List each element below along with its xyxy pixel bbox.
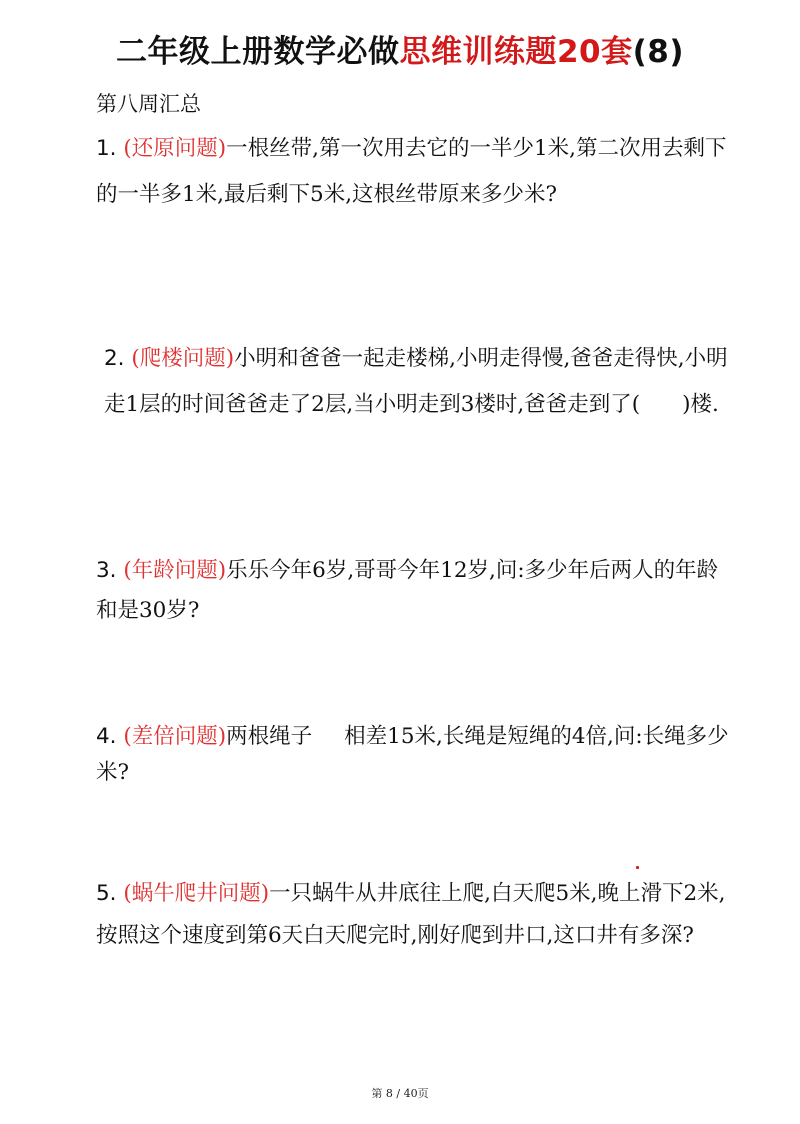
question-text: 乐乐今年6岁,哥哥今年12岁,问:多少年后两人的年龄和是30岁? [96,558,719,623]
question-number: 4. [96,724,117,749]
question-3 [96,551,736,631]
question-text: 一只蜗牛从井底往上爬,白天爬5米,晚上滑下2米,按照这个速度到第6天白天爬完时,刚好爬到井口,这口井有多深? [96,881,726,948]
question-4 [96,719,736,791]
question-number: 5. [96,881,117,906]
question-text-after: )楼. [682,392,719,417]
question-2 [104,336,744,428]
question-tag: (蜗牛爬井问题) [123,881,270,906]
question-5 [96,873,736,957]
question-tag: (爬楼问题) [131,346,235,371]
question-text-after: 相差15米,长绳是短绳的4倍,问:长绳多少米? [96,724,729,785]
page-footer: 第 8 / 40页 [371,1087,429,1100]
question-number: 1. [96,136,117,161]
question-tag: (年龄问题) [123,558,227,583]
question-text-before: 两根绳子 [226,724,313,749]
title-red-part: 思维训练题20套 [399,34,633,70]
question-number: 2. [104,346,125,371]
question-tag: (差倍问题) [123,724,227,749]
question-text-before: 小明和爸爸一起走楼梯,小明走得慢,爸爸走得快,小明走1层的时间爸爸走了2层,当小明走到3楼时,爸爸走到了( [104,346,728,417]
question-text: 一根丝带,第一次用去它的一半少1米,第二次用去剩下的一半多1米,最后剩下5米,这根丝带原来多少米? [96,136,727,207]
question-1 [96,126,736,218]
page-title [0,26,800,71]
question-tag: (还原问题) [123,136,227,161]
question-number: 3. [96,558,117,583]
title-suffix: (8) [632,34,685,70]
title-black-part: 二年级上册数学必做 [115,34,400,70]
week-label: 第八周汇总 [96,92,201,116]
stray-mark [636,866,639,869]
